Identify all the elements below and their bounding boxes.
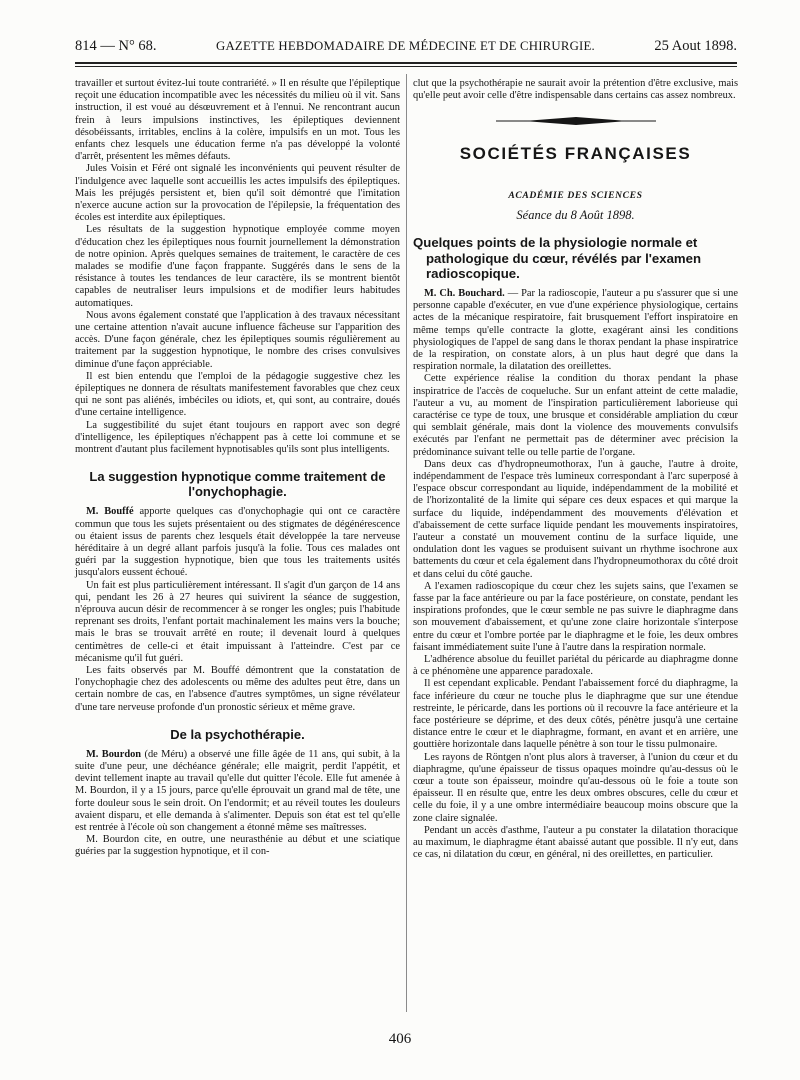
paragraph: Pendant un accès d'asthme, l'auteur a pu constater la dilatation thoracique au maximum, le diaphragme étant abaissé autant que possible. Il n'y eut, dans ce cas, ni dilatation du cœur, en général, ni des oreillettes, en particulier. [413,824,738,861]
paragraph: Un fait est plus particulièrement intéressant. Il s'agit d'un garçon de 14 ans qui, pendant les 26 à 27 heures qui suivirent la séance de suggestion, n'éprouva aucun désir de recommencer à se ronger les ongles; puis l'habitude reprenant ses droits, l'enfant portait machinalement les mains vers la bouche; mais le bras se trouvait arrêté en route; il devenait lourd à quelques centimètres de celle-ci et était impuissant à l'atteindre. C'est par ce mécanisme qu'il fut guéri. [75,579,400,664]
paragraph: Les faits observés par M. Bouffé démontrent que la constatation de l'onychophagie chez des adolescents ou même des adultes peut être, dans un certain nombre de cas, en l'absence d'autres symptômes, un signe révélateur d'une tare nerveuse profonde d'un pronostic sérieux et même grave. [75,664,400,713]
paragraph: L'adhérence absolue du feuillet pariétal du péricarde au diaphragme donne à ce phénomène une apparence paradoxale. [413,654,738,678]
society-name: ACADÉMIE DES SCIENCES [508,190,643,202]
divider-spindle [524,117,628,125]
issue-date: 25 Aout 1898. [654,38,737,54]
author-name: M. Bouffé [86,506,134,518]
paragraph-text: (de Méru) a observé une fille âgée de 11 ans, qui subit, à la suite d'une peur, une déchéance générale; elle maigrit, perdit l'appétit, et devint tellement inapte au travail qu'elle dut quitter l'école. Elle fut amenée à M. Bourdon, il y a 15 jours, parce qu'elle éprouvait un grand mal de tête, une forte douleur sous le sein droit. On l'endormit; et au réveil toutes les douleurs avaient disparu, et elle demanda à s'alimenter. Depuis son état est tel qu'elle est rentrée à l'école où son changement a étonné même ses maîtresses. [75,748,400,833]
running-header [75,36,737,56]
paragraph: travailler et surtout évitez-lui toute contrariété. » Il en résulte que l'épileptique reçoit une éducation incompatible avec les nécessités du milieu où il vit. Sans instruction, il est voué au désœuvrement et à l'ennui. Ne rencontrant aucun frein à leurs impulsions instinctives, les épileptiques deviennent désobéissants, irritables, enclins à la colère, impulsifs en un mot. Tous les enfants chez lesquels une éducation ferme n'a pas développé la volonté d'arrêt, présentent les mêmes défauts. [75,78,400,163]
paragraph: Les résultats de la suggestion hypnotique employée comme moyen d'éducation chez les épileptiques nous fournit journellement la démonstration de notre opinion. Après quelques semaines de traitement, le caractère de ces malades se modifie d'une façon frappante. Suggérés dans le sens de la résistance à toutes les tendances de leur caractère, ils se montrent bientôt capables de neutraliser leurs impulsions et de modifier leurs habitudes automatiques. [75,224,400,309]
author-name: M. Bourdon [86,748,142,760]
paragraph: M. Bourdon cite, en outre, une neurasthénie au début et une sciatique guéries par la suggestion hypnotique, et il con- [75,834,400,858]
article-title: Quelques points de la physiologie normale et pathologique du cœur, révélés par l'examen radioscopique. [413,235,702,282]
paragraph [413,288,738,373]
page-number: 814 — N° 68. [75,38,157,54]
section-heading-psychotherapie: De la psychothérapie. [170,726,305,742]
paragraph-text: — Par la radioscopie, l'auteur a pu s'assurer que si une personne capable d'exécuter, en vue d'une expérience physiologique, certains actes de la mécanique respiratoire, fait brusquement l'effort inspiratoire en même temps qu'elle contracte la glotte, exagérant ainsi les conditions physiologiques de l'appel de sang dans le thorax pendant la phase inspiratrice de la respiration, on constate alors, à un plus haut degré que dans la respiration normale, la dilatation des oreillettes. [413,287,738,373]
right-column [413,78,738,861]
paragraph: Il est bien entendu que l'emploi de la pédagogie suggestive chez les épileptiques ne donnera de résultats manifestement favorables que chez ceux qui ne sont pas aliénés, imbéciles ou idiots, et, qui sont, au contraire, doués d'une certaine intelligence. [75,370,400,419]
column-rule [406,74,407,1012]
section-title-societes: SOCIÉTÉS FRANÇAISES [459,144,692,164]
paragraph: clut que la psychothérapie ne saurait avoir la prétention d'être exclusive, mais qu'elle peut avoir celle d'être indispensable dans certains cas assez nombreux. [413,78,738,102]
session-date: Séance du 8 Août 1898. [516,208,635,223]
ornamental-divider [496,116,656,126]
author-name: M. Ch. Bouchard. [424,287,505,299]
header-double-rule [75,62,737,67]
paragraph: Jules Voisin et Féré ont signalé les inconvénients qui peuvent résulter de l'indulgence avec laquelle sont accueillis les actes impulsifs des épileptiques. Mais les préjugés persistent et, bien qu'il soit démontré que l'imitation n'exerce aucune action sur la provocation de l'épilepsie, la fréquentation des écoles est interdite aux épileptiques. [75,163,400,224]
section-heading-onychophagie: La suggestion hypnotique comme traitement de l'onychophagie. [89,469,386,500]
paragraph [75,506,400,579]
paragraph: Les rayons de Röntgen n'ont plus alors à traverser, à l'union du cœur et du diaphragme, qu'une épaisseur de tissus opaques moindre qu'au-dessus où le cœur a toute son épaisseur, moindre qu'au-dessous où le foie a toute son épaisseur. Il en résulte que, entre les deux ombres obscures, celle du cœur et celle du foie, il y a une ombre intermédiaire beaucoup moins obscure que la zone claire signalée. [413,751,738,824]
journal-title: GAZETTE HEBDOMADAIRE DE MÉDECINE ET DE CHIRURGIE. [216,39,595,53]
paragraph: Cette expérience réalise la condition du thorax pendant la phase inspiratrice de l'accès de coqueluche. Sur un enfant atteint de cette maladie, l'auteur a vu, au moment de l'inspiration particulièrement laborieuse qui caractérise ce type de toux, une brusque et considérable ampliation du cœur qui semblait générale, mais dont la violence des mouvements convulsifs exécutés par l'enfant ne permettait pas de déterminer avec précision la prédominance suivant telle ou telle partie de l'organe. [413,373,738,458]
paragraph: A l'examen radioscopique du cœur chez les sujets sains, que l'examen se fasse par la face antérieure ou par la face postérieure, on constate, pendant les inspirations profondes, que le cœur semble ne pas suivre le diaphragme dans son mouvement d'abaissement, et qu'une zone claire horizontale s'interpose entre du cœur et l'ombre portée par le diaphragme et le foie, les deux ombres faisant immédiatement suite l'une à l'autre dans la respiration normale. [413,580,738,653]
paragraph: Nous avons également constaté que l'application à des travaux nécessitant une certaine attention n'avait aucune influence fâcheuse sur l'apparition des accès. D'une façon générale, chez les épileptiques soumis régulièrement au traitement par la suggestion hypnotique, le nombre des crises convulsives diminue d'une façon appréciable. [75,309,400,370]
paragraph-text: apporte quelques cas d'onychophagie qui ont ce caractère commun que tous les sujets présentaient ou des stigmates de dégénérescence ou étaient issus de parents chez lesquels était développée la tare nerveuse héréditaire à un degré allant parfois jusqu'à la folie. Tous ces malades ont guéri par la suggestion hypnotique, bien que tous les traitements usités jusqu'alors eussent échoué. [75,506,400,579]
left-column [75,78,400,859]
paragraph: La suggestibilité du sujet étant toujours en rapport avec son degré d'intelligence, les épileptiques n'échappent pas à cette loi commune et se montrent d'autant plus facilement hypnotisables qu'ils sont plus intelligents. [75,419,400,456]
paragraph: Dans deux cas d'hydropneumothorax, l'un à gauche, l'autre à droite, indépendamment de l'espace très lumineux correspondant à l'arc superposé à l'espace obscur correspondant au liquide, indépendamment de la mobilité et de l'horizontalité de la limite qui sépare ces deux espaces et qui marque la surface du liquide, indépendamment des mouvements d'élévation et d'abaissement de cette surface liquide pendant les mouvements inspiratoires, l'auteur a constaté un mouvement continu de la surface liquide, une ondulation dont les vagues se produisent suivant un rhythme isochrone aux battements du cœur et cela également dans l'hydropneumothorax du côté droit et dans celui du côté gauche. [413,458,738,580]
paragraph [75,749,400,834]
paragraph: Il est cependant explicable. Pendant l'abaissement forcé du diaphragme, la face inférieure du cœur ne touche plus le diaphragme que sur une étendue restreinte, le péricarde, dans les portions où il recouvre la face antérieure et la face postérieure se déprime, et des deux côtés, pénètre jusqu'à une certaine distance entre le cœur et le diaphragme, formant, en avant et en arrière, une gouttière horizontale dans laquelle pénètre à son tour le tissu pulmonaire. [413,678,738,751]
sheet-number: 406 [388,1031,412,1047]
